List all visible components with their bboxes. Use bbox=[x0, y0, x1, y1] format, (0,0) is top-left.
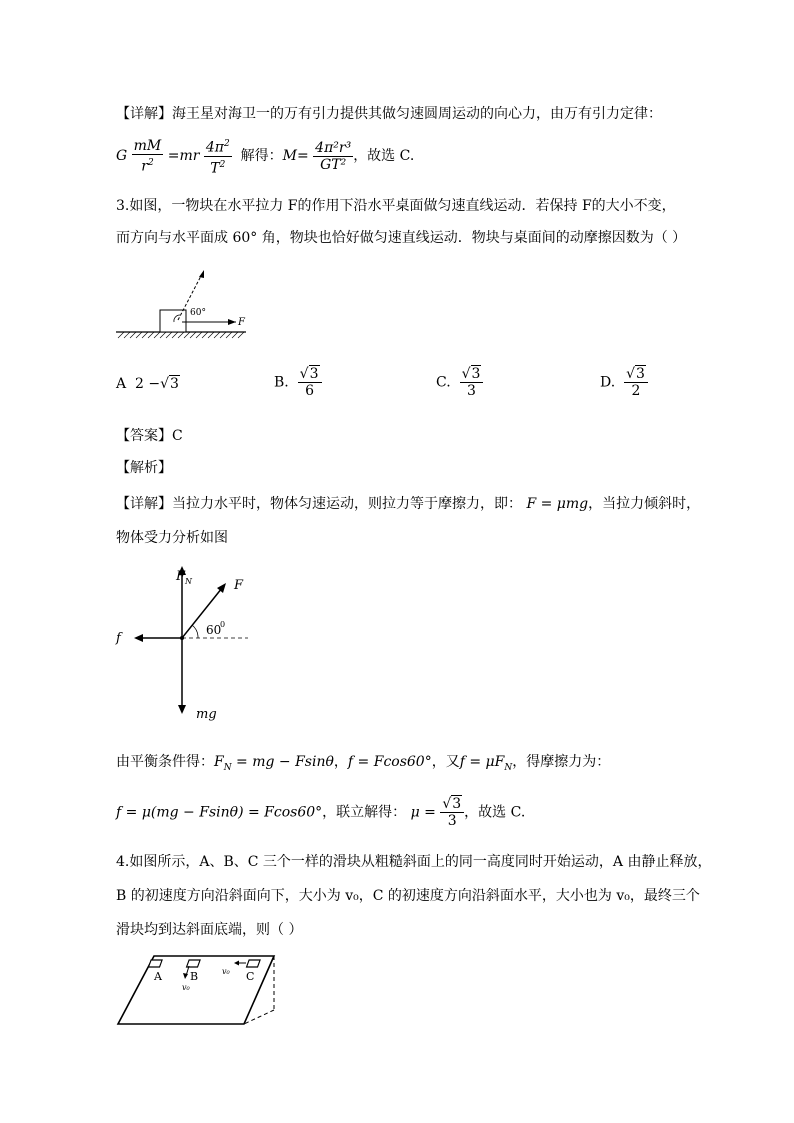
q3-block-figure bbox=[116, 262, 256, 344]
balance-equation-line: 由平衡条件得：$F_N$ = mg − Fsinθ，f = Fcos60°，又$f = \mu F_N$，得摩擦力为： bbox=[116, 754, 611, 773]
eq-M: M= bbox=[282, 148, 309, 165]
label-b: B bbox=[190, 970, 199, 983]
q3-detail-line2: 物体受力分析如图 bbox=[116, 530, 228, 546]
answer-label: 【答案】C bbox=[116, 428, 183, 444]
friction-arrowhead bbox=[134, 634, 143, 642]
option-a: A 2 −√3 bbox=[116, 376, 179, 392]
detail-text: 海王星对海卫一的万有引力提供其做匀速圆周运动的向心力，由万有引力定律： bbox=[172, 106, 662, 122]
table-hatching bbox=[118, 332, 244, 338]
option-c: C. $\frac{√3}{3}$ bbox=[436, 366, 483, 399]
b-velocity-arrowhead bbox=[183, 973, 188, 979]
detail-label: 【详解】 bbox=[116, 106, 172, 122]
fn-subscript: N bbox=[185, 577, 192, 586]
eq-frac-4pi2-T2: $\frac{4\pi^2}{T^2}$ bbox=[204, 136, 232, 176]
block-c bbox=[247, 960, 261, 967]
eq-end: ，故选 C. bbox=[353, 148, 415, 165]
eq-g: G bbox=[116, 148, 128, 165]
inclined-arrowhead bbox=[199, 270, 204, 278]
final-equation-line: f = μ(mg − Fsinθ) = Fcos60°，联立解得： μ = $\frac{√3}{3}$ ，故选 C. bbox=[116, 796, 526, 829]
gravity-arrowhead bbox=[178, 705, 186, 714]
free-body-diagram bbox=[110, 562, 270, 730]
q4-line1: 4.如图所示，A、B、C 三个一样的滑块从粗糙斜面上的同一高度同时开始运动，A 由静止释放， bbox=[116, 854, 712, 870]
angle-label: 60° bbox=[190, 308, 206, 318]
q2-detail-line bbox=[116, 104, 662, 124]
analysis-label: 【解析】 bbox=[116, 460, 172, 476]
friction-label: f bbox=[116, 631, 121, 646]
eq-frac-result: $\frac{\text{4π²r³}}{\text{GT²}}$ bbox=[315, 139, 352, 173]
f-pull-label: F bbox=[234, 578, 244, 593]
label-c: C bbox=[246, 970, 255, 983]
force-label: F bbox=[238, 317, 245, 328]
particle-point bbox=[180, 636, 184, 640]
label-a: A bbox=[154, 970, 162, 983]
fbd-angle-sup: 0 bbox=[220, 620, 226, 629]
fbd-angle-label: 60 bbox=[206, 623, 222, 637]
label-b-v0: v₀ bbox=[182, 983, 190, 992]
q4-line3: 滑块均到达斜面底端，则（ ） bbox=[116, 922, 303, 938]
q4-incline-figure bbox=[116, 952, 286, 1032]
mg-label: mg bbox=[196, 707, 217, 722]
q2-equation bbox=[116, 136, 414, 176]
fbd-angle-arc bbox=[192, 625, 198, 638]
q4-line2: B 的初速度方向沿斜面向下，大小为 v₀，C 的初速度方向沿斜面水平，大小也为 v₀，最终三个 bbox=[116, 888, 700, 904]
q3-stem-line2: 而方向与水平面成 60° 角，物块也恰好做匀速直线运动．物块与桌面间的动摩擦因数为（ ） bbox=[116, 230, 687, 246]
eq-solve: 解得： bbox=[240, 148, 283, 165]
c-velocity-arrowhead bbox=[234, 961, 239, 966]
q3-stem-line1: 3.如图，一物块在水平拉力 F的作用下沿水平桌面做匀速直线运动．若保持 F的大小不变， bbox=[116, 198, 676, 214]
option-d: D. $\frac{√3}{2}$ bbox=[600, 366, 648, 399]
label-c-v0: v₀ bbox=[222, 967, 230, 976]
fn-label: F bbox=[176, 569, 186, 584]
block-a bbox=[149, 960, 163, 967]
eq-mr: =mr bbox=[167, 148, 200, 165]
q3-detail-line1: 【详解】当拉力水平时，物体匀速运动，则拉力等于摩擦力，即： F = μmg，当拉力倾斜时， bbox=[116, 496, 701, 512]
block bbox=[160, 310, 186, 332]
horizontal-arrowhead bbox=[228, 319, 236, 325]
option-b: B. $\frac{√3}{6}$ bbox=[274, 366, 322, 399]
eq-frac-mM-r2: $\frac{mM}{r^2}$ bbox=[133, 137, 162, 175]
